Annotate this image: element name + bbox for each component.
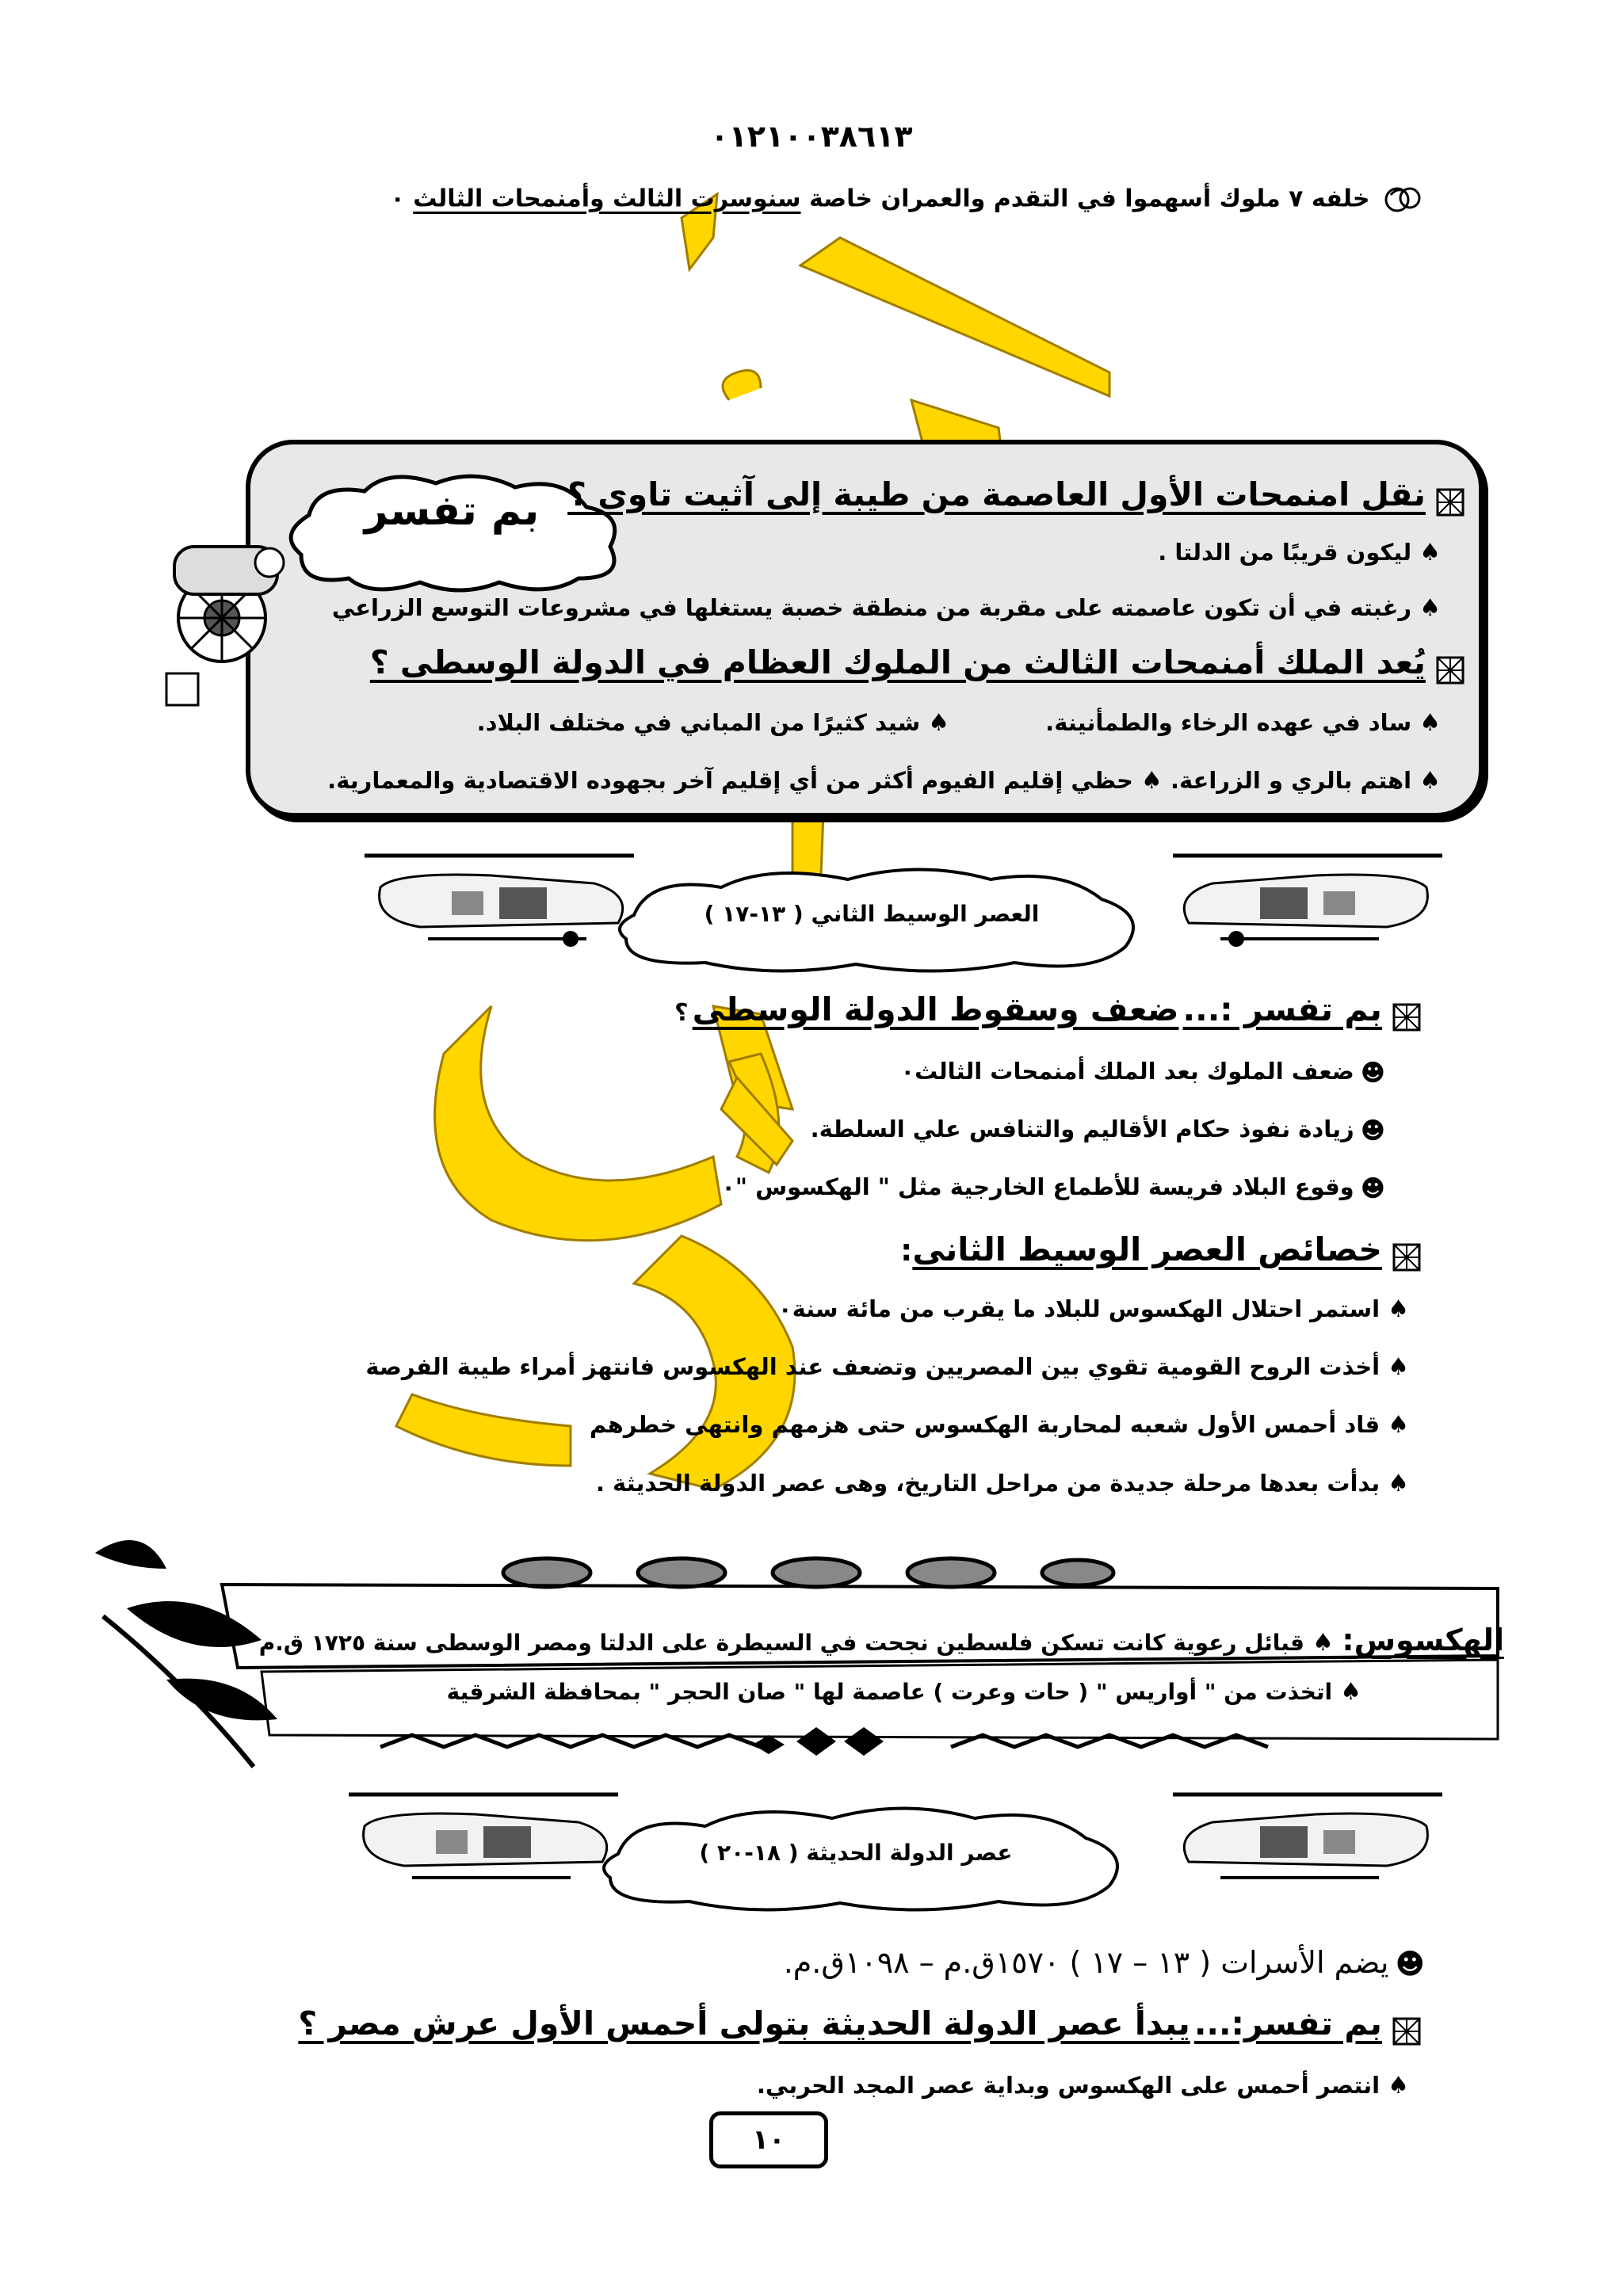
spade-icon: ♠ <box>1140 767 1163 795</box>
checkbox-icon <box>1392 2017 1421 2046</box>
section2-item-3 <box>721 1173 1385 1203</box>
intro-emphasis: سنوسرت الثالث وأمنمحات الثالث <box>413 185 801 213</box>
section3-item-1 <box>778 1295 1409 1323</box>
checkbox-icon <box>1392 1003 1421 1032</box>
spade-icon: ♠ <box>1419 709 1441 737</box>
box1-q1-item-text: ليكون قريبًا من الدلتا . <box>1158 539 1412 566</box>
section4-era-line <box>784 1945 1425 1981</box>
spade-icon: ♠ <box>928 709 949 737</box>
spade-icon: ♠ <box>1388 1411 1409 1439</box>
spade-icon: ♠ <box>1340 1678 1361 1706</box>
box1-q2-row-1-left <box>477 709 949 737</box>
banner-middle-kingdom-second: العصر الوسيط الثاني ( ١٣-١٧ ) <box>704 901 1040 927</box>
phone-number: ٠١٢١٠٠٣٨٦١٣ <box>710 119 913 154</box>
spade-icon: ♠ <box>1419 594 1441 622</box>
section3-item-4 <box>596 1470 1409 1497</box>
box1-q2-row-1-right <box>1045 709 1441 737</box>
intro-line <box>390 184 1421 215</box>
section4-item <box>757 2072 1409 2100</box>
explain-bubble-label: بم تفسر <box>364 487 540 535</box>
section3-item-2 <box>365 1353 1409 1381</box>
section3-item-text: قاد أحمس الأول شعبه لمحاربة الهكسوس حتى هزمهم وانتهى خطرهم <box>590 1411 1381 1438</box>
spade-icon: ♠ <box>1388 1295 1409 1323</box>
box1-q1-item-1 <box>1158 539 1441 566</box>
spade-icon: ♠ <box>1388 1353 1409 1381</box>
box1-q2-row2-b-text: حظي إقليم الفيوم أكثر من أي إقليم آخر بجهوده الاقتصادية والمعمارية. <box>327 767 1133 794</box>
thinking-head-icon: ☻ <box>1395 1948 1425 1981</box>
checkbox-icon <box>1436 656 1465 685</box>
section4-heading-prefix: بم تفسر:... <box>1193 2004 1382 2042</box>
section3-item-text: استمر احتلال الهكسوس للبلاد ما يقرب من مائة سنة٠ <box>777 1295 1381 1322</box>
spade-icon: ♠ <box>1312 1629 1334 1657</box>
helicopter-icon <box>1141 840 1474 959</box>
hyksos-line1-text: قبائل رعوية كانت تسكن فلسطين نجحت في السيطرة على الدلتا ومصر الوسطى سنة ١٧٢٥ ق.م <box>258 1630 1305 1656</box>
section4-heading-text: يبدأ عصر الدولة الحديثة بتولى أحمس الأول عرش مصر ؟ <box>298 2004 1190 2042</box>
section3-heading-text: خصائص العصر الوسيط الثانى <box>912 1230 1382 1268</box>
section2-heading-prefix: بم تفسر :... <box>1182 990 1382 1028</box>
box1-q2-row1-left-text: شيد كثيرًا من المباني في مختلف البلاد. <box>476 709 921 736</box>
thinking-head-icon: ☻ <box>1360 1058 1385 1087</box>
page-number-box <box>709 2111 828 2168</box>
spade-icon: ♠ <box>1419 767 1441 795</box>
checkbox-icon <box>1436 488 1465 517</box>
section3-item-3 <box>590 1411 1409 1439</box>
hyksos-line-2 <box>447 1678 1361 1706</box>
section2-item-text: زيادة نفوذ حكام الأقاليم والتنافس علي السلطة. <box>810 1116 1354 1142</box>
box1-q2-row2-a-text: اهتم بالري و الزراعة. <box>1170 767 1412 794</box>
intro-end: ٠ <box>390 185 405 213</box>
section2-item-text: وقوع البلاد فريسة للأطماع الخارجية مثل " الهكسوس "٠ <box>721 1173 1354 1200</box>
section3-heading-colon: : <box>900 1233 913 1268</box>
hyksos-line-1 <box>259 1623 1504 1657</box>
box1-q2-row-2 <box>327 767 1441 795</box>
section4-era-text: يضم الأسرات ( ١٣ – ١٧ ) ١٥٧٠ق.م – ١٠٩٨ق.م. <box>783 1945 1389 1980</box>
box1-q1-item-2 <box>332 594 1441 622</box>
page-number: ١٠ <box>752 2124 785 2156</box>
box1-q2-row1-right-text: ساد في عهده الرخاء والطمأنينة. <box>1045 709 1412 736</box>
intro-text: خلفه ٧ ملوك أسهموا في التقدم والعمران خاصة <box>808 185 1370 213</box>
section3-heading <box>900 1230 1421 1272</box>
spade-icon: ♠ <box>1388 2072 1409 2100</box>
helicopter-icon <box>1141 1779 1474 1897</box>
section2-heading-text: ضعف وسقوط الدولة الوسطى <box>692 990 1179 1028</box>
box1-q1-text: نقل امنمحات الأول العاصمة من طيبة إلى آثيت تاوى ؟ <box>567 475 1426 513</box>
box1-q1-item-text: رغبته في أن تكون عاصمته على مقربة من منطقة خصبة يستغلها في مشروعات التوسع الزراعي <box>331 594 1412 621</box>
thinking-head-icon <box>1384 184 1421 215</box>
box1-question-2 <box>370 643 1465 685</box>
section2-item-text: ضعف الملوك بعد الملك أمنمحات الثالث٠ <box>900 1058 1354 1085</box>
section4-heading <box>298 2004 1421 2046</box>
section2-item-2 <box>811 1116 1385 1145</box>
section4-item-text: انتصر أحمس على الهكسوس وبداية عصر المجد الحربي. <box>756 2072 1381 2099</box>
spade-icon: ♠ <box>1419 539 1441 566</box>
section2-heading <box>674 990 1421 1032</box>
box1-q2-text: يُعد الملك أمنمحات الثالث من الملوك العظام في الدولة الوسطى ؟ <box>369 643 1426 681</box>
box1-question-1 <box>567 475 1465 517</box>
thinking-head-icon: ☻ <box>1360 1116 1385 1145</box>
section3-item-text: بدأت بعدها مرحلة جديدة من مراحل التاريخ، وهى عصر الدولة الحديثة . <box>595 1470 1381 1497</box>
spade-icon: ♠ <box>1388 1470 1409 1497</box>
hyksos-label: الهكسوس: <box>1342 1623 1504 1657</box>
section3-item-text: أخذت الروح القومية تقوي بين المصريين وتضعف عند الهكسوس فانتهز أمراء طيبة الفرصة <box>365 1353 1381 1380</box>
section2-item-1 <box>900 1058 1385 1087</box>
checkbox-icon <box>1392 1243 1421 1272</box>
hyksos-line2-text: اتخذت من " أواريس " ( حات وعرت ) عاصمة لها " صان الحجر " بمحافظة الشرقية <box>446 1679 1333 1705</box>
banner-new-kingdom: عصر الدولة الحديثة ( ١٨-٢٠ ) <box>699 1840 1013 1866</box>
section2-heading-end: ؟ <box>674 999 689 1027</box>
thinking-head-icon: ☻ <box>1360 1174 1385 1203</box>
